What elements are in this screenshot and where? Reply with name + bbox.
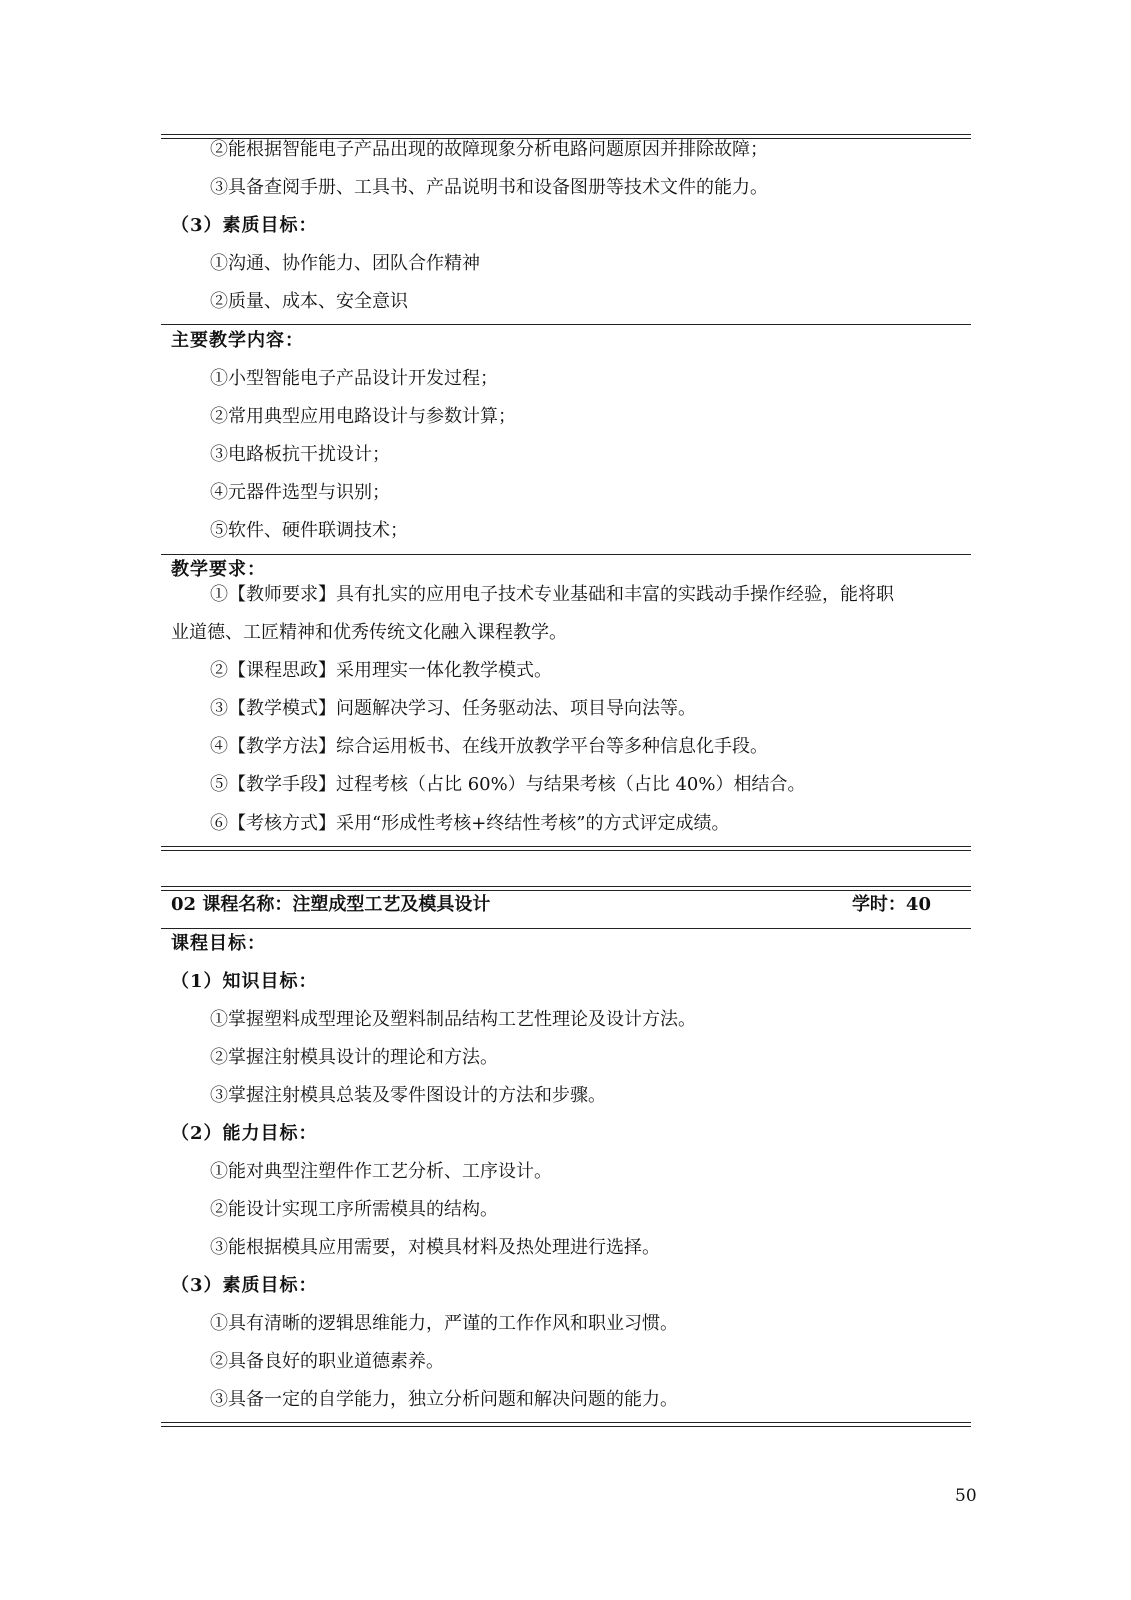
- table-top-rule: [161, 886, 971, 891]
- ability-item-2: ②能设计实现工序所需模具的结构。: [210, 1199, 498, 1220]
- course-hours: 学时：40: [851, 894, 931, 915]
- requirement-item-6: ⑥【考核方式】采用“形成性考核+终结性考核”的方式评定成绩。: [210, 813, 730, 834]
- content-item-1: ①小型智能电子产品设计开发过程；: [210, 368, 498, 389]
- ability-item-3: ③具备查阅手册、工具书、产品说明书和设备图册等技术文件的能力。: [210, 177, 768, 198]
- requirement-item-3: ③【教学模式】问题解决学习、任务驱动法、项目导向法等。: [210, 698, 696, 719]
- requirement-item-5: ⑤【教学手段】过程考核（占比 60%）与结果考核（占比 40%）相结合。: [210, 774, 806, 795]
- knowledge-item-1: ①掌握塑料成型理论及塑料制品结构工艺性理论及设计方法。: [210, 1009, 696, 1030]
- quality-item-2: ②质量、成本、安全意识: [210, 291, 408, 312]
- ability-item-1: ①能对典型注塑件作工艺分析、工序设计。: [210, 1161, 552, 1182]
- course-title: 02 课程名称：注塑成型工艺及模具设计: [171, 894, 491, 915]
- quality-item-1: ①沟通、协作能力、团队合作精神: [210, 253, 480, 274]
- content-item-5: ⑤软件、硬件联调技术；: [210, 520, 408, 541]
- content-item-4: ④元器件选型与识别；: [210, 482, 390, 503]
- course-header-row: [171, 894, 931, 916]
- content-heading: 主要教学内容：: [171, 330, 304, 351]
- section-divider: [161, 554, 971, 555]
- quality-heading: （3）素质目标：: [171, 215, 318, 236]
- ability-item-3: ③能根据模具应用需要，对模具材料及热处理进行选择。: [210, 1237, 660, 1258]
- knowledge-item-3: ③掌握注射模具总装及零件图设计的方法和步骤。: [210, 1085, 606, 1106]
- ability-heading: （2）能力目标：: [171, 1123, 318, 1144]
- requirement-item-4: ④【教学方法】综合运用板书、在线开放教学平台等多种信息化手段。: [210, 736, 768, 757]
- section-divider: [161, 928, 971, 929]
- page-number: 50: [955, 1486, 977, 1506]
- requirement-item-2: ②【课程思政】采用理实一体化教学模式。: [210, 660, 552, 681]
- knowledge-heading: （1）知识目标：: [171, 971, 318, 992]
- quality-item-2: ②具备良好的职业道德素养。: [210, 1351, 444, 1372]
- quality-heading: （3）素质目标：: [171, 1275, 318, 1296]
- content-item-2: ②常用典型应用电路设计与参数计算；: [210, 406, 516, 427]
- knowledge-item-2: ②掌握注射模具设计的理论和方法。: [210, 1047, 498, 1068]
- section-divider: [161, 324, 971, 325]
- table-bottom-rule: [161, 1422, 971, 1427]
- table-bottom-rule: [161, 846, 971, 851]
- quality-item-3: ③具备一定的自学能力，独立分析问题和解决问题的能力。: [210, 1389, 678, 1410]
- quality-item-1: ①具有清晰的逻辑思维能力，严谨的工作作风和职业习惯。: [210, 1313, 678, 1334]
- requirements-heading: 教学要求：: [171, 559, 266, 580]
- ability-item-2: ②能根据智能电子产品出现的故障现象分析电路问题原因并排除故障；: [210, 139, 768, 160]
- content-item-3: ③电路板抗干扰设计；: [210, 444, 390, 465]
- objectives-heading: 课程目标：: [171, 933, 266, 954]
- requirement-item-1: ①【教师要求】具有扎实的应用电子技术专业基础和丰富的实践动手操作经验，能将职: [210, 584, 894, 605]
- requirement-item-1-continued: 业道德、工匠精神和优秀传统文化融入课程教学。: [171, 622, 567, 643]
